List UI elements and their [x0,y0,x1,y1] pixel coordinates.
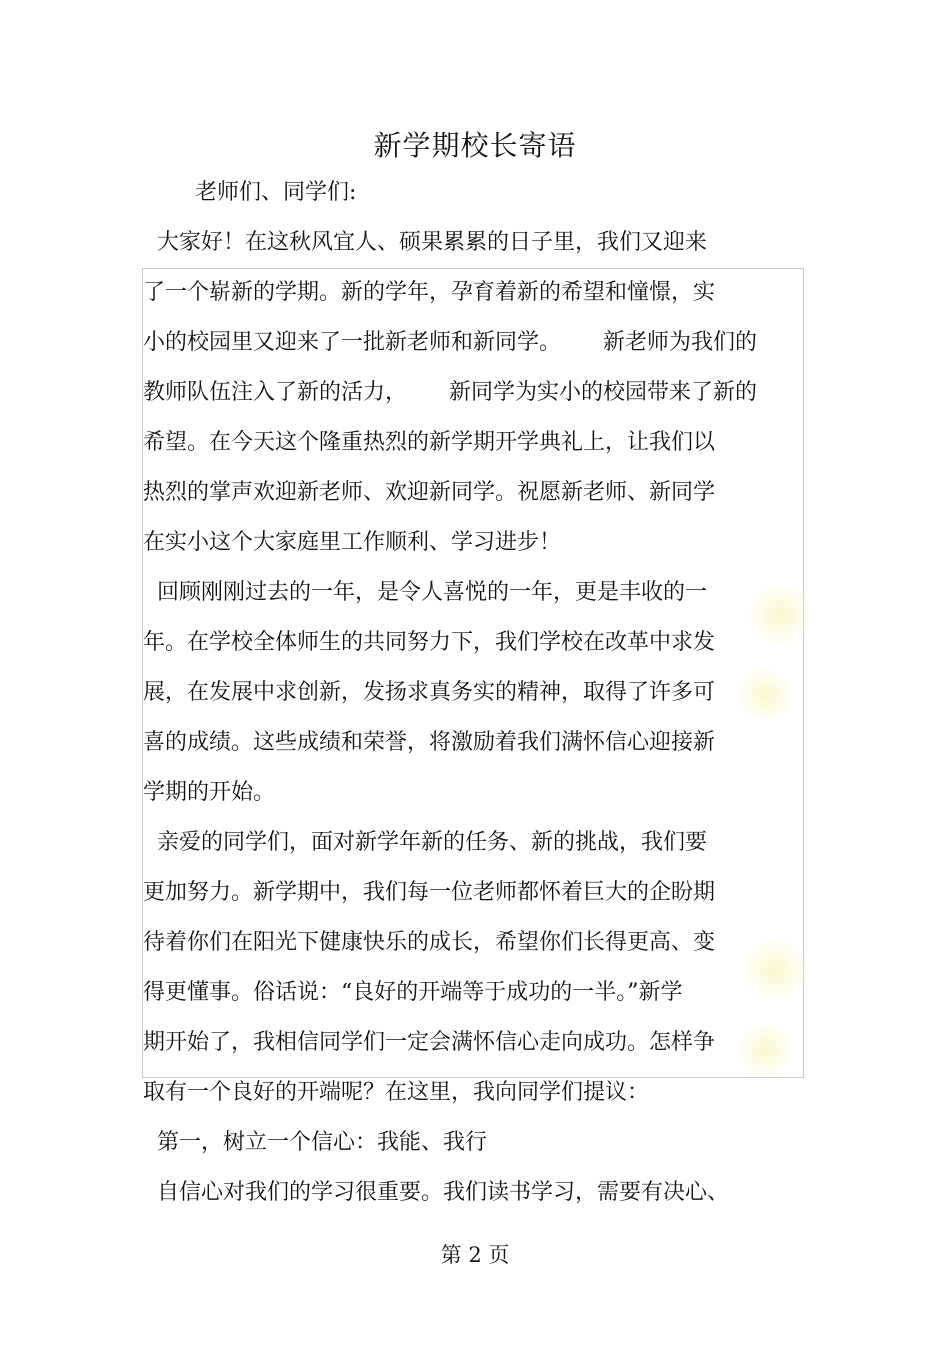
salutation: 老师们、同学们: [195,180,357,205]
page-number: 第 2 页 [440,1243,510,1267]
body-line: 期开始了，我相信同学们一定会满怀信心走向成功。怎样争 [143,1030,716,1055]
body-line: 自信心对我们的学习很重要。我们读书学习，需要有决心、 [157,1180,730,1205]
body-line: 取有一个良好的开端呢？在这里，我向同学们提议： [143,1080,650,1105]
background-glow [740,935,810,1005]
body-line: 亲爱的同学们，面对新学年新的任务、新的挑战，我们要 [157,830,708,855]
background-glow [735,665,795,725]
background-glow [735,1020,795,1080]
body-line: 希望。在今天这个隆重热烈的新学期开学典礼上，让我们以 [143,430,716,455]
body-line: 在实小这个大家庭里工作顺利、学习进步！ [143,530,562,555]
body-line: 第一，树立一个信心：我能、我行 [157,1130,488,1155]
body-line: 待着你们在阳光下健康快乐的成长，希望你们长得更高、变 [143,930,716,955]
body-line: 小的校园里又迎来了一批新老师和新同学。 新老师为我们的 [143,330,757,355]
background-glow [745,580,815,650]
document-title: 新学期校长寄语 [373,129,577,162]
body-line: 年。在学校全体师生的共同努力下，我们学校在改革中求发 [143,630,716,655]
body-line: 回顾刚刚过去的一年，是令人喜悦的一年，更是丰收的一 [157,580,708,605]
body-line: 大家好！在这秋风宜人、硕果累累的日子里，我们又迎来 [157,230,708,255]
body-line: 热烈的掌声欢迎新老师、欢迎新同学。祝愿新老师、新同学 [143,480,716,505]
body-line: 更加努力。新学期中，我们每一位老师都怀着巨大的企盼期 [143,880,716,905]
body-line: 了一个崭新的学期。新的学年，孕育着新的希望和憧憬，实 [143,280,716,305]
body-line: 得更懂事。俗话说：“良好的开端等于成功的一半。”新学 [143,980,683,1005]
body-line: 学期的开始。 [143,780,276,805]
body-line: 教师队伍注入了新的活力， 新同学为实小的校园带来了新的 [143,380,757,405]
body-line: 展，在发展中求创新，发扬求真务实的精神，取得了许多可 [143,680,716,705]
body-line: 喜的成绩。这些成绩和荣誉，将激励着我们满怀信心迎接新 [143,730,716,755]
